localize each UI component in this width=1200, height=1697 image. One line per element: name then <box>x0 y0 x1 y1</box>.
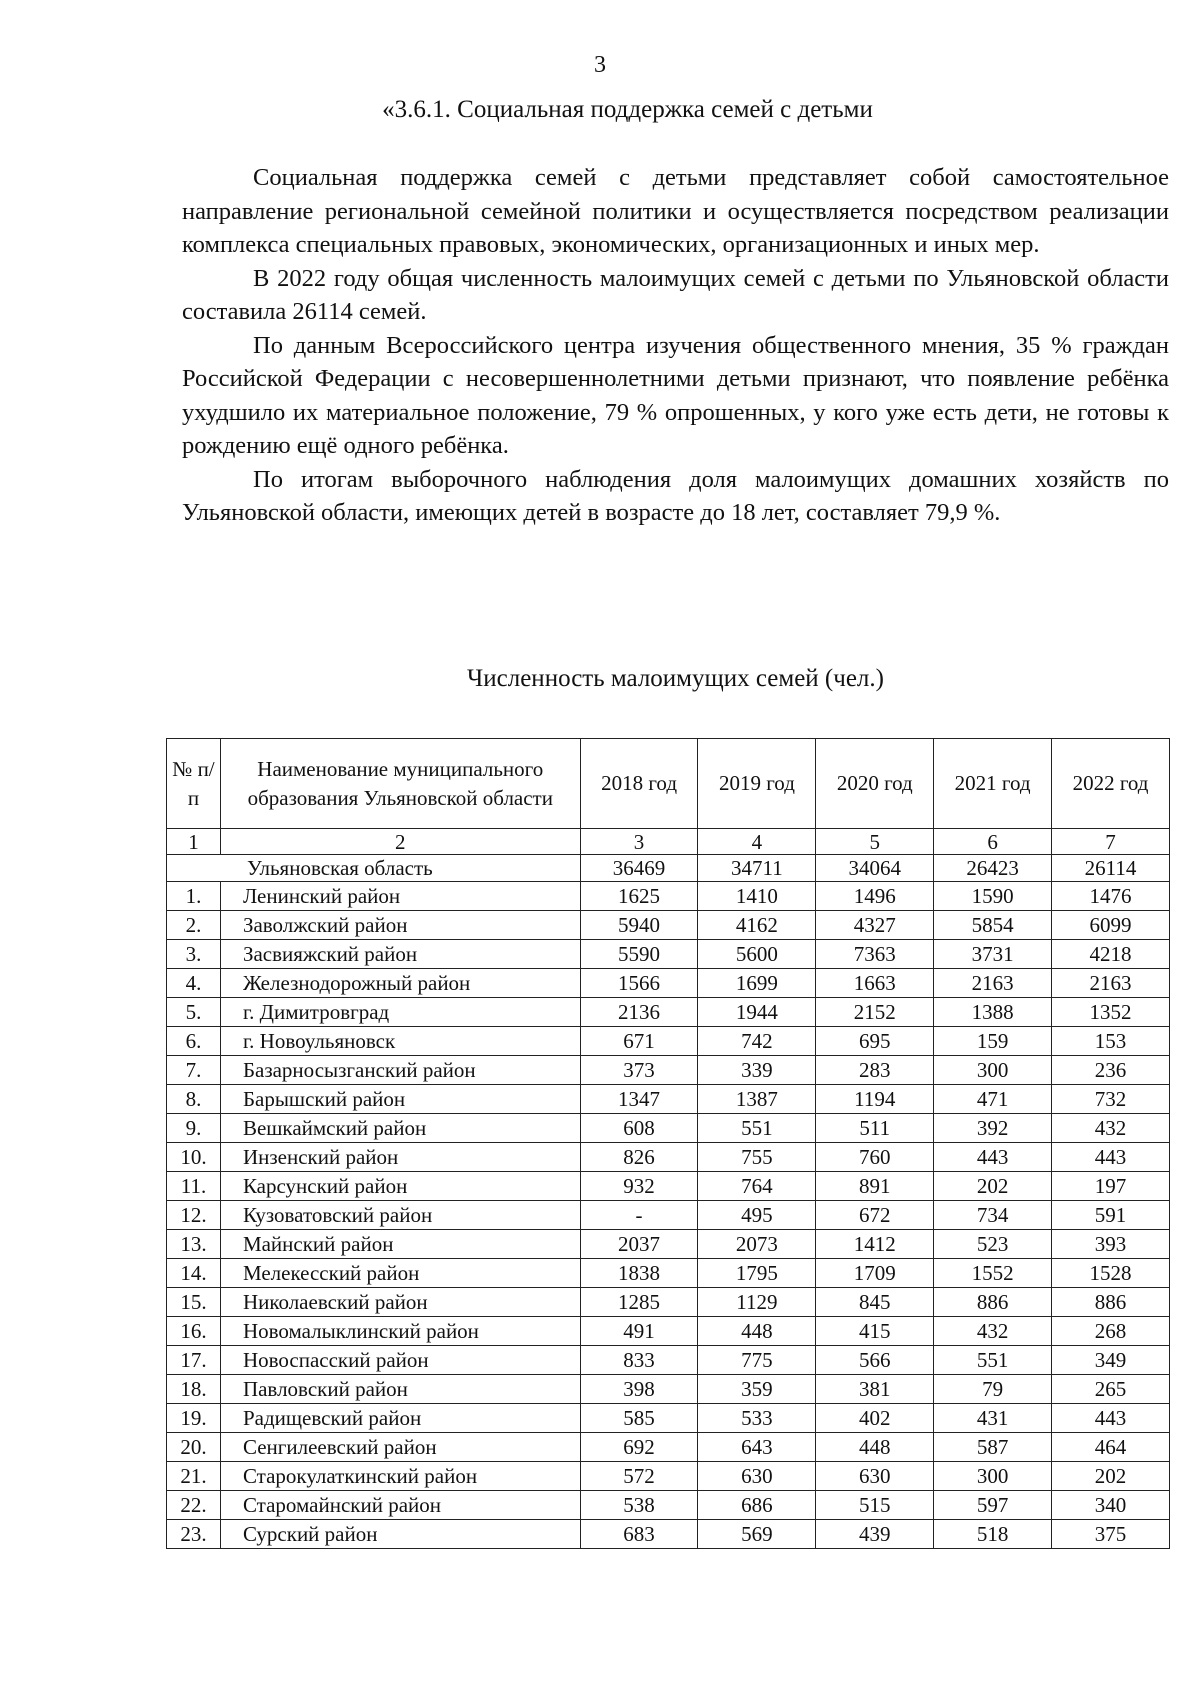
row-value: 2073 <box>698 1230 816 1259</box>
table-row <box>167 969 1170 998</box>
row-number: 22. <box>167 1491 221 1520</box>
row-value: 1838 <box>580 1259 698 1288</box>
district-name: Заволжский район <box>220 911 580 940</box>
row-number: 10. <box>167 1143 221 1172</box>
row-value: 2152 <box>816 998 934 1027</box>
row-value: 398 <box>580 1375 698 1404</box>
district-name: Старокулаткинский район <box>220 1462 580 1491</box>
row-value: 431 <box>934 1404 1052 1433</box>
table-row <box>167 1491 1170 1520</box>
district-name: Засвияжский район <box>220 940 580 969</box>
row-value: 448 <box>816 1433 934 1462</box>
row-number: 1. <box>167 882 221 911</box>
row-number: 17. <box>167 1346 221 1375</box>
row-value: 153 <box>1052 1027 1170 1056</box>
district-name: Николаевский район <box>220 1288 580 1317</box>
row-value: 359 <box>698 1375 816 1404</box>
row-value: 1388 <box>934 998 1052 1027</box>
row-value: 597 <box>934 1491 1052 1520</box>
row-value: 775 <box>698 1346 816 1375</box>
table-row <box>167 1520 1170 1549</box>
row-value: 1625 <box>580 882 698 911</box>
row-value: 764 <box>698 1172 816 1201</box>
row-value: 515 <box>816 1491 934 1520</box>
row-value: 268 <box>1052 1317 1170 1346</box>
table-row <box>167 1056 1170 1085</box>
row-value: 5854 <box>934 911 1052 940</box>
district-name: Павловский район <box>220 1375 580 1404</box>
row-number: 18. <box>167 1375 221 1404</box>
row-value: 1528 <box>1052 1259 1170 1288</box>
district-name: Новоспасский район <box>220 1346 580 1375</box>
row-value: 671 <box>580 1027 698 1056</box>
row-value: 373 <box>580 1056 698 1085</box>
row-value: 551 <box>698 1114 816 1143</box>
row-value: 630 <box>698 1462 816 1491</box>
row-value: 932 <box>580 1172 698 1201</box>
row-value: 533 <box>698 1404 816 1433</box>
row-value: 300 <box>934 1462 1052 1491</box>
row-value: 1194 <box>816 1085 934 1114</box>
page-number: 3 <box>594 52 606 78</box>
table-caption: Численность малоимущих семей (чел.) <box>467 665 884 692</box>
row-value: 734 <box>934 1201 1052 1230</box>
district-name: Кузоватовский район <box>220 1201 580 1230</box>
table-row <box>167 940 1170 969</box>
table-row <box>167 1114 1170 1143</box>
district-name: Инзенский район <box>220 1143 580 1172</box>
row-value: 643 <box>698 1433 816 1462</box>
header-2020: 2020 год <box>816 739 934 829</box>
row-value: 300 <box>934 1056 1052 1085</box>
table-row <box>167 1288 1170 1317</box>
column-number: 1 <box>167 829 221 855</box>
total-value: 36469 <box>580 855 698 882</box>
section-title: «3.6.1. Социальная поддержка семей с детьми <box>382 96 873 123</box>
table-header-row <box>167 739 1170 829</box>
table-row <box>167 1027 1170 1056</box>
row-value: 432 <box>934 1317 1052 1346</box>
row-value: 1410 <box>698 882 816 911</box>
header-num: № п/п <box>167 739 221 829</box>
row-value: 591 <box>1052 1201 1170 1230</box>
row-value: 381 <box>816 1375 934 1404</box>
header-2021: 2021 год <box>934 739 1052 829</box>
row-number: 12. <box>167 1201 221 1230</box>
table-row <box>167 1230 1170 1259</box>
row-number: 4. <box>167 969 221 998</box>
row-value: 340 <box>1052 1491 1170 1520</box>
row-value: 1285 <box>580 1288 698 1317</box>
row-value: 572 <box>580 1462 698 1491</box>
row-value: 2136 <box>580 998 698 1027</box>
row-value: 464 <box>1052 1433 1170 1462</box>
row-value: 2163 <box>934 969 1052 998</box>
row-value: 587 <box>934 1433 1052 1462</box>
table-row <box>167 1375 1170 1404</box>
row-value: 443 <box>934 1143 1052 1172</box>
row-number: 7. <box>167 1056 221 1085</box>
row-value: 392 <box>934 1114 1052 1143</box>
paragraph-4: По итогам выборочного наблюдения доля малоимущих домашних хозяйств по Ульяновской области, имеющих детей в возрасте до 18 лет, составляет 79,9 %. <box>182 465 1169 526</box>
poor-families-table <box>166 738 1170 1549</box>
table-row <box>167 882 1170 911</box>
row-value: 5940 <box>580 911 698 940</box>
table-row <box>167 1462 1170 1491</box>
row-value: 4327 <box>816 911 934 940</box>
row-value: 742 <box>698 1027 816 1056</box>
table-row <box>167 1433 1170 1462</box>
row-value: 5590 <box>580 940 698 969</box>
total-name: Ульяновская область <box>167 855 581 882</box>
header-2018: 2018 год <box>580 739 698 829</box>
row-value: 683 <box>580 1520 698 1549</box>
district-name: г. Димитровград <box>220 998 580 1027</box>
row-value: 1347 <box>580 1085 698 1114</box>
row-value: 1795 <box>698 1259 816 1288</box>
column-number: 2 <box>220 829 580 855</box>
row-value: 4218 <box>1052 940 1170 969</box>
row-number: 15. <box>167 1288 221 1317</box>
table-row <box>167 1317 1170 1346</box>
row-value: 1944 <box>698 998 816 1027</box>
row-value: 375 <box>1052 1520 1170 1549</box>
row-value: 523 <box>934 1230 1052 1259</box>
row-value: 349 <box>1052 1346 1170 1375</box>
header-2022: 2022 год <box>1052 739 1170 829</box>
total-value: 34711 <box>698 855 816 882</box>
row-value: 6099 <box>1052 911 1170 940</box>
district-name: Радищевский район <box>220 1404 580 1433</box>
paragraph-3: По данным Всероссийского центра изучения общественного мнения, 35 % граждан Российской Федерации с несовершеннолетними детьми признают, что появление ребёнка ухудшило их материальное положение, 79 % опрошенных, у кого уже есть дети, не готовы к рождению ещё одного ребёнка. <box>182 331 1169 459</box>
table-row <box>167 1201 1170 1230</box>
row-value: 79 <box>934 1375 1052 1404</box>
row-value: 1412 <box>816 1230 934 1259</box>
row-value: 630 <box>816 1462 934 1491</box>
table-row <box>167 1259 1170 1288</box>
row-value: 755 <box>698 1143 816 1172</box>
total-value: 34064 <box>816 855 934 882</box>
row-value: 415 <box>816 1317 934 1346</box>
table-row <box>167 911 1170 940</box>
total-row <box>167 855 1170 882</box>
district-name: Карсунский район <box>220 1172 580 1201</box>
row-value: 1566 <box>580 969 698 998</box>
row-value: 845 <box>816 1288 934 1317</box>
row-value: 471 <box>934 1085 1052 1114</box>
row-number: 19. <box>167 1404 221 1433</box>
district-name: Мелекесский район <box>220 1259 580 1288</box>
row-number: 2. <box>167 911 221 940</box>
column-number: 3 <box>580 829 698 855</box>
row-value: 202 <box>934 1172 1052 1201</box>
row-value: 1709 <box>816 1259 934 1288</box>
row-number: 9. <box>167 1114 221 1143</box>
total-value: 26114 <box>1052 855 1170 882</box>
row-number: 21. <box>167 1462 221 1491</box>
row-value: 608 <box>580 1114 698 1143</box>
row-number: 14. <box>167 1259 221 1288</box>
table-row <box>167 1143 1170 1172</box>
row-value: 886 <box>934 1288 1052 1317</box>
row-number: 16. <box>167 1317 221 1346</box>
row-value: 439 <box>816 1520 934 1549</box>
row-value: 569 <box>698 1520 816 1549</box>
row-value: 886 <box>1052 1288 1170 1317</box>
row-value: 7363 <box>816 940 934 969</box>
district-name: Вешкаймский район <box>220 1114 580 1143</box>
row-value: 443 <box>1052 1404 1170 1433</box>
row-value: 1476 <box>1052 882 1170 911</box>
column-number-row <box>167 829 1170 855</box>
row-number: 13. <box>167 1230 221 1259</box>
row-number: 11. <box>167 1172 221 1201</box>
district-name: Новомалыклинский район <box>220 1317 580 1346</box>
row-value: 566 <box>816 1346 934 1375</box>
column-number: 5 <box>816 829 934 855</box>
district-name: Майнский район <box>220 1230 580 1259</box>
paragraph-2: В 2022 году общая численность малоимущих семей с детьми по Ульяновской области составила 26114 семей. <box>182 264 1169 325</box>
row-value: 197 <box>1052 1172 1170 1201</box>
row-number: 8. <box>167 1085 221 1114</box>
row-value: 495 <box>698 1201 816 1230</box>
row-value: 448 <box>698 1317 816 1346</box>
row-value: 283 <box>816 1056 934 1085</box>
district-name: Сенгилеевский район <box>220 1433 580 1462</box>
row-number: 3. <box>167 940 221 969</box>
row-value: 511 <box>816 1114 934 1143</box>
row-value: 1352 <box>1052 998 1170 1027</box>
row-value: 585 <box>580 1404 698 1433</box>
column-number: 6 <box>934 829 1052 855</box>
row-value: 891 <box>816 1172 934 1201</box>
paragraph-1: Социальная поддержка семей с детьми представляет собой самостоятельное направление региональной семейной политики и осуществляется посредством реализации комплекса специальных правовых, экономических, организационных и иных мер. <box>182 164 1169 258</box>
table-row <box>167 1404 1170 1433</box>
row-value: 2163 <box>1052 969 1170 998</box>
row-value: 695 <box>816 1027 934 1056</box>
district-name: Барышский район <box>220 1085 580 1114</box>
row-value: 159 <box>934 1027 1052 1056</box>
row-value: 538 <box>580 1491 698 1520</box>
district-name: Старомайнский район <box>220 1491 580 1520</box>
district-name: Железнодорожный район <box>220 969 580 998</box>
row-value: 1590 <box>934 882 1052 911</box>
row-value: 402 <box>816 1404 934 1433</box>
district-name: Ленинский район <box>220 882 580 911</box>
row-value: 2037 <box>580 1230 698 1259</box>
district-name: Базарносызганский район <box>220 1056 580 1085</box>
row-value: 265 <box>1052 1375 1170 1404</box>
row-value: 393 <box>1052 1230 1170 1259</box>
column-number: 7 <box>1052 829 1170 855</box>
row-value: 1387 <box>698 1085 816 1114</box>
row-value: 833 <box>580 1346 698 1375</box>
total-value: 26423 <box>934 855 1052 882</box>
row-number: 6. <box>167 1027 221 1056</box>
row-value: 1663 <box>816 969 934 998</box>
body-text <box>182 161 1169 530</box>
row-value: 826 <box>580 1143 698 1172</box>
row-value: 491 <box>580 1317 698 1346</box>
row-value: 236 <box>1052 1056 1170 1085</box>
column-number: 4 <box>698 829 816 855</box>
district-name: г. Новоульяновск <box>220 1027 580 1056</box>
row-value: 3731 <box>934 940 1052 969</box>
header-name: Наименование муниципального образования Ульяновской области <box>220 739 580 829</box>
row-number: 5. <box>167 998 221 1027</box>
row-value: 1552 <box>934 1259 1052 1288</box>
row-value: 443 <box>1052 1143 1170 1172</box>
row-value: 202 <box>1052 1462 1170 1491</box>
table-row <box>167 1085 1170 1114</box>
row-number: 20. <box>167 1433 221 1462</box>
row-value: 686 <box>698 1491 816 1520</box>
row-value: 432 <box>1052 1114 1170 1143</box>
table-row <box>167 998 1170 1027</box>
row-value: 1129 <box>698 1288 816 1317</box>
row-number: 23. <box>167 1520 221 1549</box>
row-value: 5600 <box>698 940 816 969</box>
row-value: 551 <box>934 1346 1052 1375</box>
row-value: 672 <box>816 1201 934 1230</box>
table-row <box>167 1346 1170 1375</box>
row-value: 518 <box>934 1520 1052 1549</box>
header-2019: 2019 год <box>698 739 816 829</box>
row-value: 732 <box>1052 1085 1170 1114</box>
row-value: 760 <box>816 1143 934 1172</box>
row-value: - <box>580 1201 698 1230</box>
table-row <box>167 1172 1170 1201</box>
row-value: 4162 <box>698 911 816 940</box>
row-value: 339 <box>698 1056 816 1085</box>
row-value: 692 <box>580 1433 698 1462</box>
district-name: Сурский район <box>220 1520 580 1549</box>
row-value: 1699 <box>698 969 816 998</box>
row-value: 1496 <box>816 882 934 911</box>
